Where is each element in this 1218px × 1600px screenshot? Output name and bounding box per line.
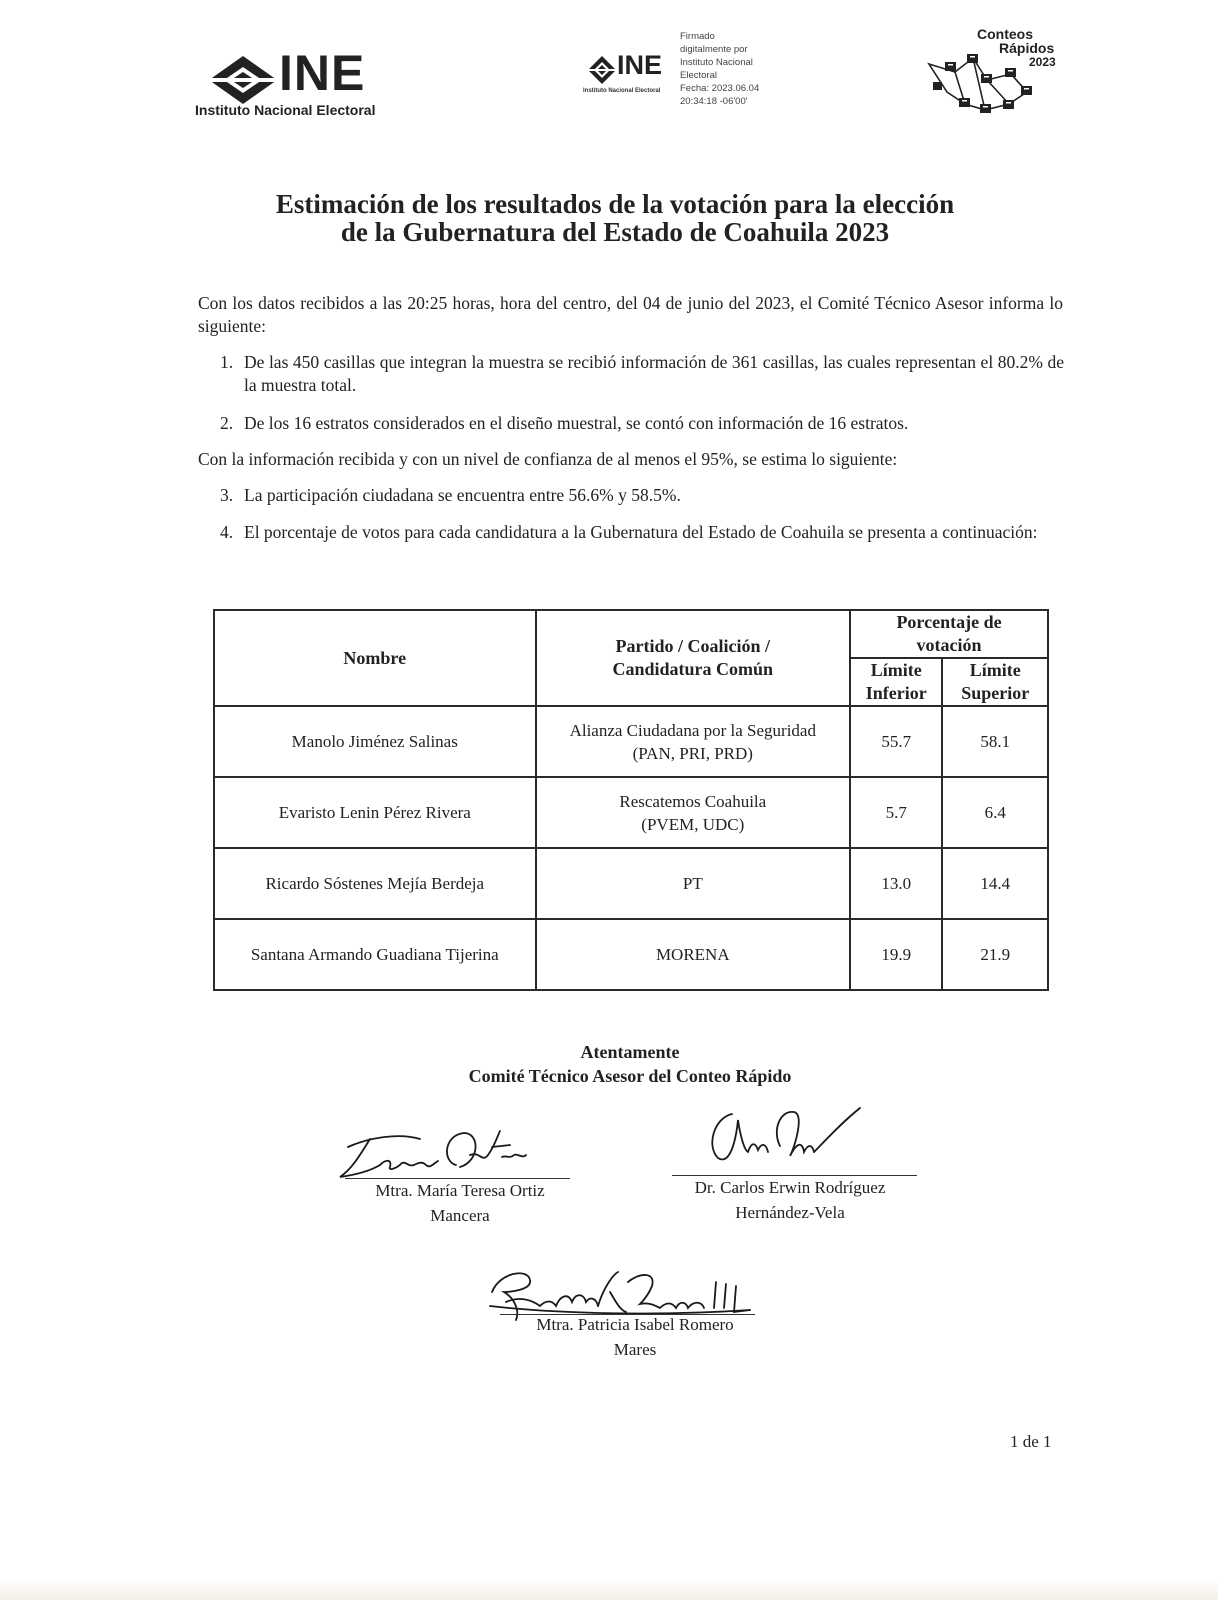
closing-committee: Comité Técnico Asesor del Conteo Rápido [468, 1066, 792, 1086]
header-inferior-line-2: Inferior [865, 683, 927, 703]
table-row [214, 919, 1048, 990]
table-row [214, 777, 1048, 848]
header-inferior-line-1: Límite [870, 660, 922, 680]
cell-partido-line-1: Rescatemos Coahuila [619, 791, 767, 811]
cell-partido [536, 919, 851, 990]
scan-edge [0, 1580, 1218, 1600]
cell-superior: 58.1 [942, 706, 1048, 777]
signer-3 [500, 1312, 770, 1362]
cell-partido-line-1: Alianza Ciudadana por la Seguridad [569, 720, 816, 740]
closing-salutation: Atentamente [580, 1042, 680, 1062]
cell-inferior: 5.7 [850, 777, 942, 848]
conteos-title: Conteos [977, 26, 1033, 42]
list-item-number: 2. [220, 413, 234, 433]
intro-paragraph: Con los datos recibidos a las 20:25 horas, hora del centro, del 04 de junio del 2023, el Comité Técnico Asesor informa lo siguiente: [198, 293, 1063, 336]
cell-nombre: Evaristo Lenin Pérez Rivera [214, 777, 536, 848]
page-number: 1 de 1 [1010, 1432, 1052, 1451]
header-partido [536, 610, 851, 706]
signature-rodriguez [700, 1100, 880, 1180]
cell-partido [536, 777, 851, 848]
cell-superior: 6.4 [942, 777, 1048, 848]
signature-line: Fecha: 2023.06.04 [680, 83, 760, 94]
cell-superior: 21.9 [942, 919, 1048, 990]
header-superior-line-1: Límite [969, 660, 1021, 680]
signer-2-surname: Hernández-Vela [735, 1203, 845, 1222]
header-nombre: Nombre [214, 610, 536, 706]
ine-diamond-small-icon [587, 55, 617, 85]
cell-partido [536, 848, 851, 919]
cell-nombre: Santana Armando Guadiana Tijerina [214, 919, 536, 990]
signature-line: Electoral [680, 70, 717, 81]
conteos-rapidos-logo [925, 24, 1070, 124]
header-porcentaje-line-1: Porcentaje de [896, 612, 1002, 632]
conteos-year: 2023 [1029, 55, 1056, 69]
signature-ortiz [330, 1125, 580, 1185]
ine-diamond-icon [207, 54, 279, 106]
header-superior-line-2: Superior [961, 683, 1030, 703]
cell-inferior: 55.7 [850, 706, 942, 777]
table-row [214, 848, 1048, 919]
title-line-1: Estimación de los resultados de la votación para la elección [275, 189, 955, 219]
logo-fullname: Instituto Nacional Electoral [195, 102, 376, 118]
table-header-row [214, 610, 1048, 658]
cell-partido-line-2: (PVEM, UDC) [641, 814, 745, 834]
digital-signature-stamp [680, 30, 800, 108]
signer-1 [340, 1178, 580, 1228]
title-line-2: de la Gubernatura del Estado de Coahuila 2023 [340, 217, 890, 247]
signature-line: Instituto Nacional [680, 57, 753, 68]
cell-inferior: 19.9 [850, 919, 942, 990]
cell-nombre: Manolo Jiménez Salinas [214, 706, 536, 777]
list-item-number: 3. [220, 485, 234, 505]
signer-2 [660, 1175, 920, 1225]
cell-partido-line-2: (PAN, PRI, PRD) [632, 743, 753, 763]
cell-partido [536, 706, 851, 777]
list-item-number: 1. [220, 352, 234, 372]
ballot-boxes-network-icon [925, 52, 1035, 122]
header-limite-superior [942, 658, 1048, 706]
signature-logo-fullname: Instituto Nacional Electoral [583, 88, 661, 94]
list-item-number: 4. [220, 522, 234, 542]
signer-3-name: Mtra. Patricia Isabel Romero [536, 1315, 734, 1334]
signer-3-surname: Mares [613, 1340, 657, 1359]
conteos-subtitle: Rápidos [999, 40, 1055, 56]
results-table [213, 609, 1049, 991]
ine-logo [195, 45, 410, 120]
header-partido-line-2: Candidatura Común [612, 659, 774, 679]
cell-partido-line-1: MORENA [655, 945, 730, 964]
signer-2-name: Dr. Carlos Erwin Rodríguez [694, 1178, 886, 1197]
list-item-text: De las 450 casillas que integran la muestra se recibió información de 361 casillas, las cuales representan el 80.2% de la muestra total. [244, 352, 1064, 395]
list-item-text: La participación ciudadana se encuentra entre 56.6% y 58.5%. [244, 485, 681, 505]
signature-line: Firmado [680, 31, 715, 42]
signature-line: digitalmente por [680, 44, 748, 55]
list-item-text: El porcentaje de votos para cada candidatura a la Gubernatura del Estado de Coahuila se presenta a continuación: [244, 522, 1038, 542]
closing-block [380, 1040, 880, 1088]
signature-line: 20:34:18 -06'00' [680, 96, 748, 107]
signer-1-name: Mtra. María Teresa Ortiz [375, 1181, 545, 1200]
cell-nombre: Ricardo Sóstenes Mejía Berdeja [214, 848, 536, 919]
signature-ine-logo [583, 50, 675, 100]
header-limite-inferior [850, 658, 942, 706]
list-item-text: De los 16 estratos considerados en el diseño muestral, se contó con información de 16 estratos. [244, 413, 909, 433]
logo-acronym: INE [279, 45, 366, 101]
cell-partido-line-1: PT [682, 874, 703, 893]
header-partido-line-1: Partido / Coalición / [615, 636, 771, 656]
cell-superior: 14.4 [942, 848, 1048, 919]
signer-1-surname: Mancera [430, 1206, 490, 1225]
table-row [214, 706, 1048, 777]
signature-logo-acronym: INE [617, 50, 663, 80]
cell-inferior: 13.0 [850, 848, 942, 919]
header-porcentaje-line-2: votación [916, 635, 982, 655]
header-porcentaje [850, 610, 1048, 658]
document-title [200, 190, 1030, 246]
confidence-paragraph: Con la información recibida y con un nivel de confianza de al menos el 95%, se estima lo siguiente: [198, 449, 898, 469]
